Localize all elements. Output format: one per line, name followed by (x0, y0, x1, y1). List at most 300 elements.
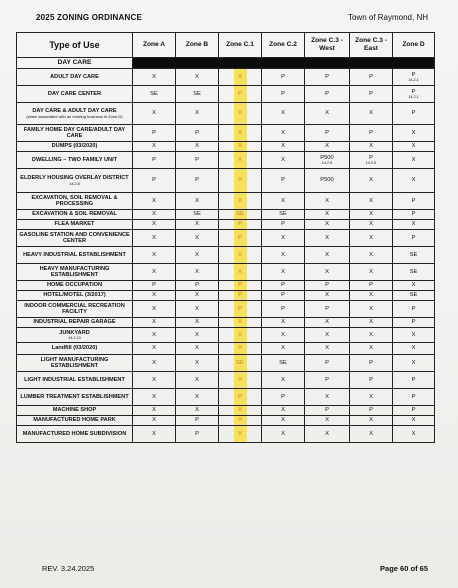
use-name-cell (17, 301, 133, 318)
permission-value: X (411, 129, 416, 136)
permission-cell (176, 86, 219, 103)
permission-cell (350, 291, 393, 301)
permission-value: P (238, 292, 242, 299)
column-header-zone: Zone C.1 (219, 33, 262, 58)
permission-value: X (369, 211, 373, 218)
column-header-zone: Zone D (393, 33, 435, 58)
permission-value: P (152, 177, 156, 184)
permission-cell (350, 328, 393, 343)
permission-value: X (325, 251, 329, 258)
permission-cell (133, 406, 176, 416)
permission-value: P (411, 319, 416, 326)
permission-cell (350, 426, 393, 443)
permission-cell (176, 416, 219, 426)
permission-cell (393, 318, 435, 328)
permission-value: X (238, 197, 242, 204)
permission-cell (350, 372, 393, 389)
permission-value: P (411, 393, 416, 400)
permission-value: X (238, 331, 242, 338)
permission-cell (219, 291, 262, 301)
use-name-cell (17, 355, 133, 372)
permission-value: X (325, 197, 329, 204)
permission-cell (219, 230, 262, 247)
permission-cell (305, 220, 350, 230)
permission-cell (176, 169, 219, 193)
permission-value: X (238, 268, 242, 275)
permission-value: X (325, 331, 329, 338)
table-row (17, 372, 435, 389)
permission-cell (393, 406, 435, 416)
permission-value: X (325, 234, 329, 241)
section-label: DAY CARE (17, 58, 133, 69)
table-row (17, 389, 435, 406)
permission-cell (393, 230, 435, 247)
permission-value: X (325, 211, 329, 218)
permission-cell (219, 426, 262, 443)
permission-value: P (195, 156, 199, 163)
permission-value: P (195, 430, 199, 437)
permission-value: X (238, 407, 242, 414)
permission-value: X (369, 251, 373, 258)
permission-value: P (238, 90, 242, 97)
permission-value: X (281, 251, 285, 258)
page-number (380, 564, 428, 573)
table-row (17, 230, 435, 247)
permission-value: X (238, 376, 242, 383)
permission-cell (133, 142, 176, 152)
permission-value: X (281, 417, 285, 424)
permission-cell (262, 372, 305, 389)
document-title: 2025 ZONING ORDINANCE (36, 13, 142, 22)
permission-cell (262, 318, 305, 328)
permission-cell (262, 291, 305, 301)
use-name-cell (17, 193, 133, 210)
permission-cell (350, 318, 393, 328)
table-row (17, 406, 435, 416)
permission-value: P (281, 305, 285, 312)
permission-value: X (281, 331, 285, 338)
use-name: HEAVY MANUFACTURING ESTABLISHMENT (39, 265, 110, 278)
permission-cell (305, 291, 350, 301)
table-row (17, 247, 435, 264)
permission-value: X (152, 143, 156, 150)
permission-cell (305, 328, 350, 343)
permission-cell (305, 210, 350, 220)
permission-cell (262, 264, 305, 281)
permission-cell (305, 426, 350, 443)
permission-value: P (325, 90, 329, 97)
permission-value: X (195, 359, 199, 366)
use-section-reference: 14.2.10 (68, 336, 81, 341)
permission-cell (262, 416, 305, 426)
use-name-cell (17, 86, 133, 103)
permission-value: P (325, 376, 329, 383)
permission-value: X (411, 282, 416, 289)
permission-cell (133, 355, 176, 372)
permission-cell (219, 372, 262, 389)
permission-cell (133, 152, 176, 169)
permission-cell (305, 169, 350, 193)
permission-cell (176, 142, 219, 152)
permission-cell (262, 247, 305, 264)
permission-cell (305, 125, 350, 142)
permission-value: X (238, 177, 242, 184)
permission-cell (350, 355, 393, 372)
table-row (17, 210, 435, 220)
permission-value: X (152, 292, 156, 299)
permission-cell (176, 406, 219, 416)
column-header-zone: Zone C.3 - East (350, 33, 393, 58)
permission-reference: 14.2.5 (365, 161, 377, 166)
column-header-zone: Zone C.3 - West (305, 33, 350, 58)
permission-value: X (411, 331, 416, 338)
permission-value: X (281, 110, 285, 117)
permission-cell (305, 343, 350, 355)
permission-cell (133, 416, 176, 426)
table-row (17, 291, 435, 301)
permission-value: X (152, 319, 156, 326)
use-name: DAY CARE & ADULT DAY CARE (32, 107, 117, 114)
table-row (17, 169, 435, 193)
permission-value: X (152, 393, 156, 400)
permission-cell (262, 343, 305, 355)
permission-value: X (281, 345, 285, 352)
permission-value: P (325, 305, 329, 312)
permission-value: X (152, 407, 156, 414)
permission-cell (133, 210, 176, 220)
permission-cell (393, 247, 435, 264)
use-name: HOTEL/MOTEL (3/2017) (43, 292, 106, 299)
permission-cell (305, 281, 350, 291)
permission-cell (393, 210, 435, 220)
permission-cell (262, 125, 305, 142)
permission-cell (133, 372, 176, 389)
use-name: JUNKYARD (59, 329, 90, 336)
use-name: INDUSTRIAL REPAIR GARAGE (33, 319, 116, 326)
revision-date: REV. 3.24.2025 (42, 564, 95, 573)
section-bar (133, 58, 435, 69)
permission-value: X (195, 305, 199, 312)
permission-cell (350, 193, 393, 210)
use-name: FLEA MARKET (54, 221, 95, 228)
use-name-cell (17, 210, 133, 220)
table-row (17, 86, 435, 103)
permission-cell (262, 406, 305, 416)
use-name-cell (17, 406, 133, 416)
permission-value: X (195, 331, 199, 338)
permission-value: X (281, 143, 285, 150)
permission-value: P500 (320, 154, 334, 161)
permission-value: X (152, 110, 156, 117)
permission-value: SE (409, 268, 418, 275)
permission-cell (305, 152, 350, 169)
permission-cell (176, 301, 219, 318)
permission-value: X (195, 221, 199, 228)
permission-value: X (411, 177, 416, 184)
permission-cell (176, 343, 219, 355)
permission-cell (262, 230, 305, 247)
use-name: HEAVY INDUSTRIAL ESTABLISHMENT (23, 251, 126, 258)
use-name-cell (17, 264, 133, 281)
permission-cell (393, 343, 435, 355)
permission-value: P (411, 197, 416, 204)
use-name: INDOOR COMMERCIAL RECREATION FACILITY (24, 302, 125, 315)
permission-value: P (238, 282, 242, 289)
table-row (17, 301, 435, 318)
permission-value: X (238, 156, 242, 163)
permission-cell (176, 152, 219, 169)
permission-value: P (411, 376, 416, 383)
permission-value: SE (193, 90, 201, 97)
permission-value: X (195, 197, 199, 204)
permission-reference: 14.2.1 (408, 78, 419, 83)
permission-cell (219, 142, 262, 152)
permission-cell (350, 264, 393, 281)
use-name: LUMBER TREATMENT ESTABLISHMENT (20, 393, 129, 400)
permission-value: X (238, 417, 242, 424)
permission-value: X (411, 345, 416, 352)
permission-value: P (369, 376, 373, 383)
permission-cell (176, 247, 219, 264)
permission-value: X (152, 197, 156, 204)
permission-value: X (281, 197, 285, 204)
permission-cell (176, 230, 219, 247)
permission-value: X (195, 143, 199, 150)
table-row (17, 264, 435, 281)
permission-cell (133, 301, 176, 318)
permission-value: X (195, 268, 199, 275)
permission-cell (133, 86, 176, 103)
permission-value: X (152, 430, 156, 437)
permission-value: X (369, 331, 373, 338)
permission-value: X (281, 376, 285, 383)
permission-value: X (411, 221, 416, 228)
permission-value: X (369, 234, 373, 241)
permission-cell (176, 103, 219, 125)
permission-value: X (369, 143, 373, 150)
permission-value: P (281, 177, 285, 184)
permission-value: X (325, 110, 329, 117)
permission-value: X (195, 393, 199, 400)
permission-cell (305, 372, 350, 389)
permission-cell (176, 372, 219, 389)
permission-value: P (281, 90, 285, 97)
permission-value: P (195, 282, 199, 289)
permission-cell (350, 103, 393, 125)
use-name-cell (17, 343, 133, 355)
permission-cell (219, 301, 262, 318)
use-name-cell (17, 169, 133, 193)
permission-cell (219, 328, 262, 343)
permission-cell (176, 220, 219, 230)
use-name-cell (17, 372, 133, 389)
permission-value: P (325, 73, 329, 80)
table-row (17, 152, 435, 169)
permission-cell (350, 220, 393, 230)
permission-cell (176, 281, 219, 291)
permission-value: X (325, 292, 329, 299)
permission-value: X (238, 345, 242, 352)
permission-value: X (325, 221, 329, 228)
permission-cell (393, 125, 435, 142)
permission-cell (305, 389, 350, 406)
permission-value: P (325, 282, 329, 289)
permission-cell (219, 152, 262, 169)
permission-cell (305, 103, 350, 125)
permission-value: X (195, 319, 199, 326)
permission-cell (133, 318, 176, 328)
permission-cell (176, 426, 219, 443)
permission-value: X (325, 417, 329, 424)
permission-cell (393, 169, 435, 193)
permission-cell (176, 328, 219, 343)
permission-cell (262, 103, 305, 125)
permission-value: X (369, 292, 373, 299)
permission-value: X (369, 177, 373, 184)
table-row (17, 318, 435, 328)
permission-cell (133, 220, 176, 230)
permission-value: P500 (320, 177, 334, 184)
permission-cell (219, 389, 262, 406)
permission-value: X (411, 417, 416, 424)
permission-cell (219, 210, 262, 220)
permission-cell (176, 69, 219, 86)
table-row (17, 281, 435, 291)
permission-value: P (411, 211, 416, 218)
permission-value: X (369, 110, 373, 117)
permission-value: X (152, 331, 156, 338)
permission-cell (350, 86, 393, 103)
column-header-zone: Zone C.2 (262, 33, 305, 58)
permission-value: P (281, 393, 285, 400)
permission-cell (219, 220, 262, 230)
permission-value: X (195, 73, 199, 80)
permission-value: X (369, 197, 373, 204)
permission-cell (393, 426, 435, 443)
permission-value: SE (236, 359, 244, 366)
permission-cell (176, 355, 219, 372)
permission-cell (305, 86, 350, 103)
permission-cell (305, 142, 350, 152)
permission-cell (350, 301, 393, 318)
permission-value: X (369, 430, 373, 437)
permission-cell (133, 103, 176, 125)
use-name: MACHINE SHOP (52, 407, 97, 414)
permission-value: X (325, 319, 329, 326)
use-name-cell (17, 152, 133, 169)
use-name-cell (17, 328, 133, 343)
permission-value: X (238, 73, 242, 80)
permission-cell (393, 220, 435, 230)
permission-value: P (369, 129, 373, 136)
permission-cell (393, 355, 435, 372)
table-row (17, 142, 435, 152)
permission-value: X (195, 407, 199, 414)
permission-cell (350, 406, 393, 416)
permission-cell (219, 406, 262, 416)
permission-value: P (281, 73, 285, 80)
permission-value: X (195, 234, 199, 241)
permission-cell (176, 125, 219, 142)
use-name-cell (17, 426, 133, 443)
table-row (17, 103, 435, 125)
permission-cell (262, 220, 305, 230)
permission-value: X (152, 305, 156, 312)
permission-reference: 14.2.5 (321, 161, 333, 166)
permission-cell (262, 152, 305, 169)
permission-cell (393, 416, 435, 426)
use-section-reference: 14.2.8 (69, 181, 80, 186)
permission-cell (305, 193, 350, 210)
permission-value: P (152, 156, 156, 163)
use-name: GASOLINE STATION AND CONVENIENCE CENTER (19, 231, 130, 244)
permission-cell (393, 152, 435, 169)
permission-value: X (152, 376, 156, 383)
use-name: ELDERLY HOUSING OVERLAY DISTRICT (20, 175, 129, 182)
permission-cell (350, 69, 393, 86)
permission-cell (262, 69, 305, 86)
use-name-cell (17, 125, 133, 142)
permission-cell (262, 328, 305, 343)
permission-cell (133, 426, 176, 443)
permission-cell (133, 389, 176, 406)
permission-cell (219, 69, 262, 86)
permission-cell (133, 125, 176, 142)
use-name: HOME OCCUPATION (46, 282, 103, 289)
permission-cell (350, 343, 393, 355)
permission-cell (350, 169, 393, 193)
use-name-cell (17, 291, 133, 301)
permission-cell (393, 193, 435, 210)
town-name: Town of Raymond, NH (347, 13, 428, 22)
permission-value: P (195, 129, 199, 136)
permission-value: P (325, 359, 329, 366)
use-name-cell (17, 142, 133, 152)
permission-value: X (238, 129, 242, 136)
permission-value: X (152, 73, 156, 80)
permission-cell (219, 355, 262, 372)
permission-cell (133, 230, 176, 247)
use-name-cell (17, 416, 133, 426)
permission-value: X (281, 407, 285, 414)
permission-value: X (281, 129, 285, 136)
page-number-text: Page 60 of 65 (380, 564, 428, 573)
permission-value: P (195, 417, 199, 424)
table-header-row (17, 33, 435, 58)
permission-cell (176, 193, 219, 210)
permission-value: SE (193, 211, 201, 218)
table-row (17, 328, 435, 343)
use-name: EXCAVATION, SOIL REMOVAL & PROCESSING (31, 194, 118, 207)
use-name: LIGHT INDUSTRIAL ESTABLISHMENT (24, 376, 125, 383)
permission-cell (219, 264, 262, 281)
permission-value: X (152, 234, 156, 241)
permission-value: X (369, 417, 373, 424)
permission-value: X (411, 359, 416, 366)
permission-value: X (325, 268, 329, 275)
permission-cell (176, 264, 219, 281)
permission-cell (133, 328, 176, 343)
permission-value: X (411, 156, 416, 163)
permission-cell (176, 389, 219, 406)
use-name-cell (17, 230, 133, 247)
permission-value: P (411, 407, 416, 414)
table-row (17, 355, 435, 372)
permission-value: P (411, 305, 416, 312)
permission-cell (133, 169, 176, 193)
permission-value: SE (409, 251, 418, 258)
permission-value: P (152, 129, 156, 136)
